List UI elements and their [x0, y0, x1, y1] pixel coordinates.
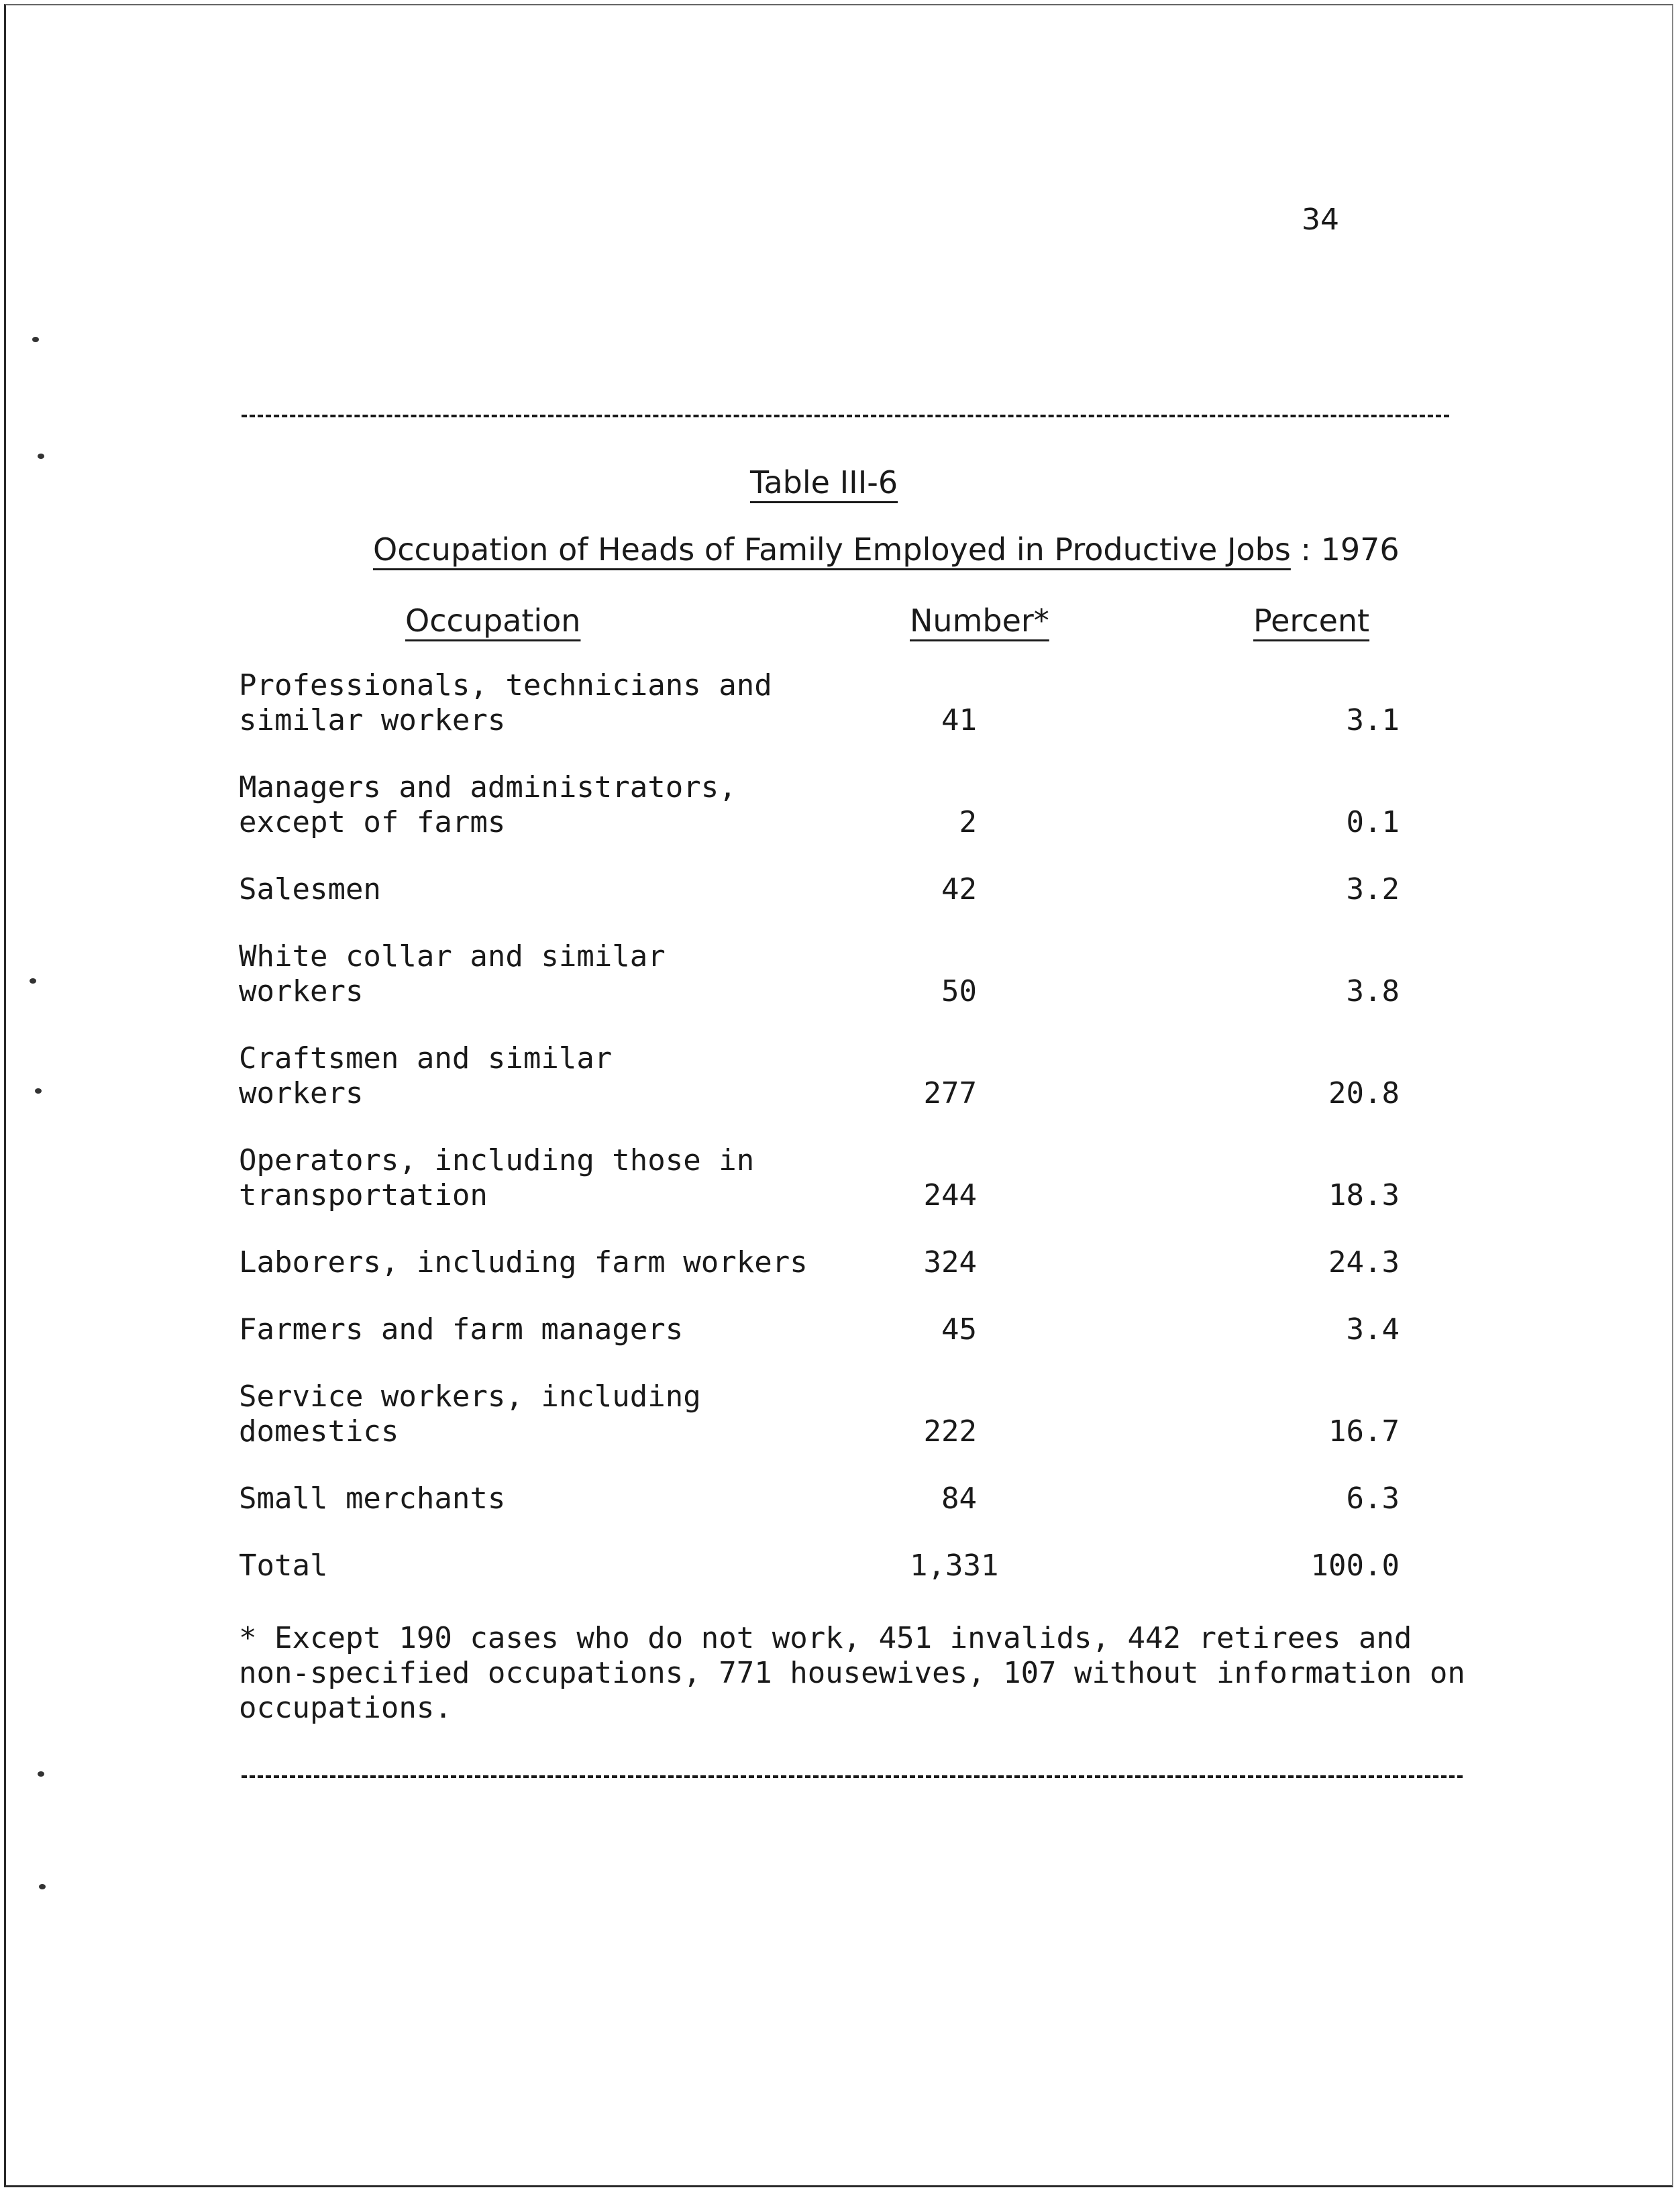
occupation-cell: Small merchants [239, 1481, 506, 1516]
table-row [239, 1041, 1400, 1111]
scan-speck [38, 1771, 44, 1777]
column-header-number: Number* [910, 603, 1049, 639]
table-row [239, 939, 1400, 1009]
number-cell: 84 [941, 1481, 977, 1516]
top-dashed-rule [242, 415, 1449, 417]
occupation-cell: Farmers and farm managers [239, 1312, 684, 1347]
percent-cell: 3.2 [1346, 872, 1400, 906]
table-subtitle [373, 531, 1400, 568]
scan-speck [35, 1088, 42, 1094]
table-row [239, 668, 1400, 738]
table-row [239, 1379, 1400, 1449]
percent-cell: 3.8 [1346, 974, 1400, 1008]
number-cell: 2 [959, 805, 977, 839]
occupation-cell: Operators, including those in transportation [239, 1143, 755, 1212]
occupation-cell: Service workers, including domestics [239, 1379, 701, 1449]
table-subtitle-main: Occupation of Heads of Family Employed in Productive Jobs [373, 531, 1291, 568]
table-title: Table III-6 [750, 464, 898, 501]
occupation-cell: Salesmen [239, 872, 381, 906]
table-body [239, 668, 1400, 1616]
occupation-cell: Laborers, including farm workers [239, 1245, 808, 1279]
percent-cell: 16.7 [1328, 1414, 1400, 1449]
occupation-cell: Managers and administrators, except of farms [239, 770, 737, 839]
column-header-percent: Percent [1253, 603, 1370, 639]
number-cell: 222 [923, 1414, 977, 1449]
number-cell: 41 [941, 703, 977, 737]
occupation-cell: White collar and similar workers [239, 939, 666, 1008]
number-cell: 45 [941, 1312, 977, 1347]
column-header-occupation: Occupation [405, 603, 581, 639]
number-cell: 50 [941, 974, 977, 1008]
percent-cell: 3.4 [1346, 1312, 1400, 1347]
occupation-cell: Total [239, 1549, 328, 1583]
occupation-cell: Craftsmen and similar workers [239, 1041, 613, 1110]
table-row [239, 1143, 1400, 1213]
percent-cell: 0.1 [1346, 805, 1400, 839]
bottom-dashed-rule [242, 1775, 1463, 1778]
percent-cell: 20.8 [1328, 1076, 1400, 1110]
percent-cell: 3.1 [1346, 703, 1400, 737]
table-footnote: * Except 190 cases who do not work, 451 invalids, 442 retirees and non-specified occupations, 771 housewives, 107 without information on occupations. [239, 1621, 1465, 1725]
percent-cell: 24.3 [1328, 1245, 1400, 1279]
table-row [239, 1245, 1400, 1280]
percent-cell: 6.3 [1346, 1481, 1400, 1516]
table-row [239, 770, 1400, 840]
number-cell: 1,331 [910, 1549, 999, 1583]
scan-speck [38, 454, 44, 459]
percent-cell: 100.0 [1310, 1549, 1400, 1583]
scan-speck [32, 337, 39, 342]
number-cell: 277 [923, 1076, 977, 1110]
page-number: 34 [1302, 203, 1339, 237]
table-row [239, 872, 1400, 907]
scan-speck [39, 1884, 46, 1889]
occupation-cell: Professionals, technicians and similar workers [239, 668, 772, 737]
number-cell: 244 [923, 1178, 977, 1212]
percent-cell: 18.3 [1328, 1178, 1400, 1212]
table-row [239, 1481, 1400, 1516]
table-row-total [239, 1549, 1400, 1583]
number-cell: 42 [941, 872, 977, 906]
scan-speck [30, 978, 36, 984]
number-cell: 324 [923, 1245, 977, 1279]
table-row [239, 1312, 1400, 1347]
table-subtitle-year: : 1976 [1300, 531, 1400, 568]
